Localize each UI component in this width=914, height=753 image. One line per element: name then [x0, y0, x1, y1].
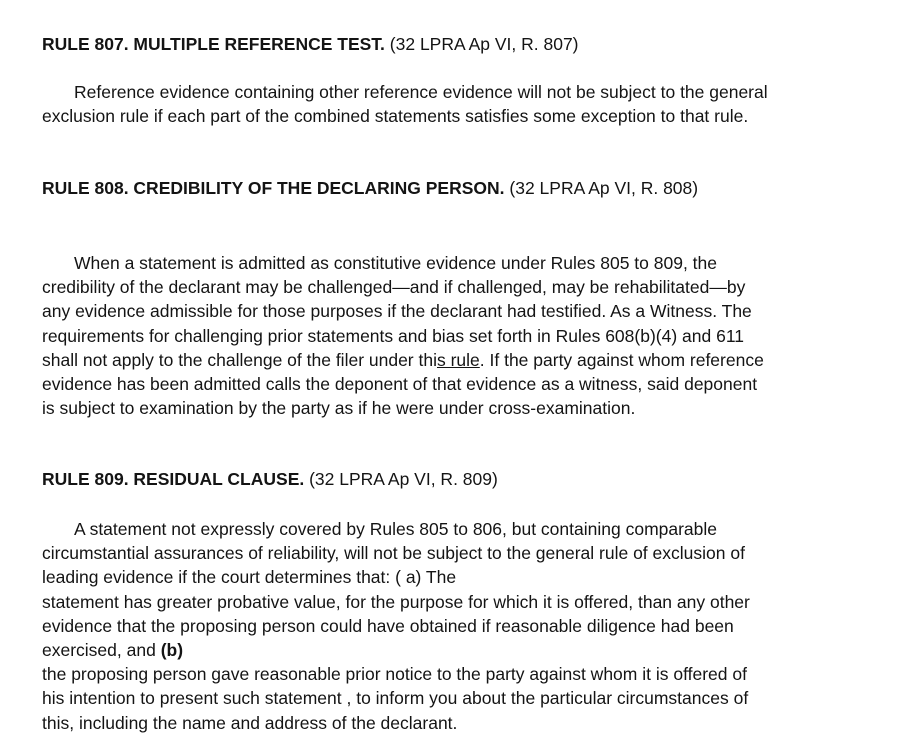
text-line: credibility of the declarant may be challenged—and if challenged, may be rehabilitated—by	[42, 277, 746, 298]
text-line: evidence that the proposing person could have obtained if reasonable diligence had been	[42, 615, 734, 636]
text-line: evidence has been admitted calls the deponent of that evidence as a witness, said deponent	[42, 374, 758, 395]
text-line: the proposing person gave reasonable prior notice to the party against whom it is offered of	[42, 664, 747, 685]
text-line: circumstantial assurances of reliability, will not be subject to the general rule of exclusion of	[42, 543, 745, 564]
rule-808-citation: (32 LPRA Ap VI, R. 808)	[509, 178, 699, 198]
underlined-text: s rule	[436, 349, 480, 370]
text-line: Reference evidence containing other reference evidence will not be subject to the general	[74, 82, 768, 102]
text-line: exclusion rule if each part of the combined statements satisfies some exception to that rule.	[42, 106, 749, 127]
rule-808-paragraph	[42, 251, 764, 420]
rule-807-title: RULE 807. MULTIPLE REFERENCE TEST.	[42, 34, 385, 54]
rule-809-title: RULE 809. RESIDUAL CLAUSE.	[42, 469, 305, 489]
bold-text: (b)	[160, 640, 184, 661]
text-line: leading evidence if the court determines that: ( a) The	[42, 567, 457, 588]
text-line: requirements for challenging prior statements and bias set forth in Rules 608(b)(4) and 611	[42, 325, 744, 346]
text-line: is subject to examination by the party as if he were under cross-examination.	[42, 398, 636, 419]
text-line: any evidence admissible for those purposes if the declarant had testified. As a Witness. The	[42, 301, 752, 322]
text-fragment: exercised, and	[42, 640, 156, 661]
rule-807-heading	[42, 34, 579, 54]
text-fragment: shall not apply to the challenge of the filer under thi	[42, 349, 437, 370]
text-line: A statement not expressly covered by Rules 805 to 806, but containing comparable	[74, 519, 718, 539]
text-line: statement has greater probative value, for the purpose for which it is offered, than any other	[42, 591, 750, 612]
rule-809-citation: (32 LPRA Ap VI, R. 809)	[309, 469, 498, 489]
rule-809-heading	[42, 469, 498, 489]
rule-807-citation: (32 LPRA Ap VI, R. 807)	[389, 34, 579, 54]
rule-807-paragraph	[42, 80, 768, 128]
rule-808-title: RULE 808. CREDIBILITY OF THE DECLARING PERSON.	[42, 178, 505, 198]
text-line	[42, 638, 750, 662]
text-line: his intention to present such statement , to inform you about the particular circumstances of	[42, 688, 749, 709]
rule-809-paragraph	[42, 517, 750, 735]
text-line: this, including the name and address of the declarant.	[42, 712, 458, 733]
rule-808-heading	[42, 178, 698, 198]
text-line: When a statement is admitted as constitutive evidence under Rules 805 to 809, the	[74, 253, 718, 273]
text-fragment: . If the party against whom reference	[479, 349, 764, 370]
text-line	[42, 348, 764, 372]
